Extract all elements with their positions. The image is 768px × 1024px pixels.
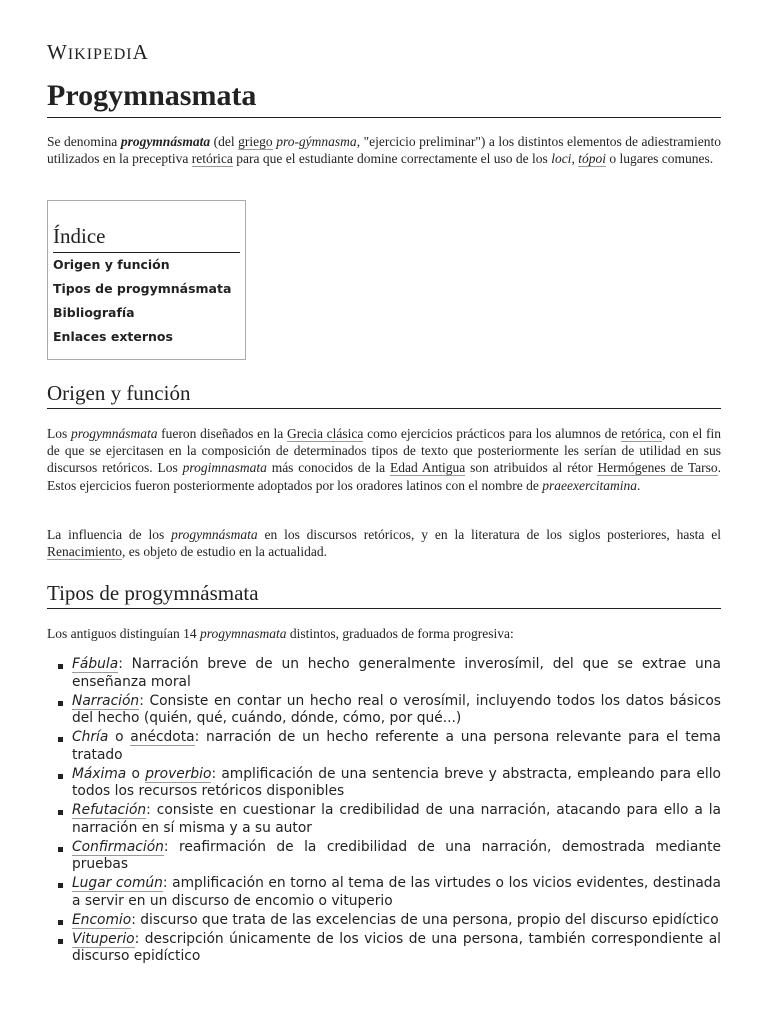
description: : Narración breve de un hecho generalmente inverosímil, del que se extrae una enseñanza moral bbox=[72, 656, 721, 690]
term: Encomio bbox=[72, 911, 132, 928]
text: . Estos ejercicios fueron posteriormente adoptados por los oradores latinos con el nombre de bbox=[47, 460, 721, 493]
toc-title: Índice bbox=[53, 223, 240, 253]
italic-term: praeexercitamina bbox=[542, 477, 637, 493]
text: como ejercicios prácticos para los alumnos de bbox=[363, 426, 622, 441]
term: Lugar común bbox=[72, 875, 163, 891]
term-link[interactable] bbox=[72, 656, 118, 673]
term-link[interactable] bbox=[145, 766, 211, 783]
text: o bbox=[126, 765, 146, 782]
term-link[interactable] bbox=[72, 875, 163, 892]
topoi-term: tópoi bbox=[578, 151, 606, 167]
text: fueron diseñados en la bbox=[157, 426, 287, 441]
greek-term: pro-gýmnasma bbox=[276, 134, 357, 149]
link-renacimiento[interactable]: Renacimiento bbox=[47, 544, 122, 560]
link-hermogenes[interactable]: Hermógenes de Tarso bbox=[597, 460, 718, 476]
term: Fábula bbox=[72, 656, 119, 672]
text: La influencia de los bbox=[47, 527, 172, 542]
term-link[interactable] bbox=[72, 839, 164, 856]
text: . bbox=[636, 477, 641, 493]
intro-term: progymnásmata bbox=[120, 134, 211, 149]
list-item bbox=[47, 839, 721, 874]
text: Los antiguos distinguían 14 bbox=[47, 626, 200, 641]
term: proverbio bbox=[145, 765, 212, 782]
page-title: Progymnasmata bbox=[47, 78, 721, 118]
description: : discurso que trata de las excelencias de una persona, propio del discurso epidíctico bbox=[131, 911, 719, 928]
italic-term: progymnásmata bbox=[171, 527, 258, 542]
text: Se denomina bbox=[47, 134, 121, 149]
tipos-list bbox=[47, 656, 721, 967]
section-heading-tipos: Tipos de progymnásmata bbox=[47, 580, 721, 609]
text: más conocidos de la bbox=[266, 460, 390, 476]
description: : amplificación de una sentencia breve y abstracta, empleando para ello todos los recursos retóricos disponibles bbox=[72, 765, 721, 799]
text: , con el fin de que se ejercitasen en la composición de determinados tipos de texto que posteriormente les serían de utilidad en sus discursos retóricos. Los bbox=[47, 426, 722, 476]
link-retorica[interactable]: retórica bbox=[621, 426, 663, 441]
term: Refutación bbox=[72, 802, 147, 818]
link-edad-antigua[interactable]: Edad Antigua bbox=[389, 460, 466, 476]
toc-item-origen[interactable]: Origen y función bbox=[53, 257, 170, 272]
term: Máxima bbox=[72, 765, 127, 782]
origen-paragraph-1 bbox=[47, 425, 721, 494]
text: , bbox=[571, 151, 579, 167]
term: Narración bbox=[72, 692, 140, 709]
text: Los bbox=[47, 426, 71, 441]
link-topoi[interactable] bbox=[578, 151, 606, 167]
term-link[interactable]: anécdota bbox=[130, 729, 195, 745]
link-grecia-clasica[interactable]: Grecia clásica bbox=[287, 426, 364, 441]
list-item bbox=[47, 912, 721, 930]
term-link[interactable] bbox=[72, 802, 146, 819]
text: , es objeto de estudio en la actualidad. bbox=[121, 544, 328, 560]
text: o lugares comunes. bbox=[605, 151, 714, 167]
term: Confirmación bbox=[72, 838, 164, 855]
tipos-intro bbox=[47, 625, 721, 642]
origen-paragraph-2 bbox=[47, 526, 721, 560]
table-of-contents bbox=[47, 200, 246, 360]
text: distintos, graduados de forma progresiva: bbox=[286, 626, 514, 641]
term: Chría bbox=[72, 729, 109, 745]
italic-term: progimnasmata bbox=[182, 460, 267, 476]
italic-term: progymnasmata bbox=[200, 626, 287, 641]
list-item bbox=[47, 766, 721, 801]
term-link[interactable] bbox=[72, 931, 135, 948]
list-item bbox=[47, 693, 721, 728]
description: : amplificación en torno al tema de las virtudes o los vicios evidentes, destinada a servir en un discurso de encomio o vituperio bbox=[72, 875, 721, 909]
intro-paragraph bbox=[47, 133, 721, 167]
list-item bbox=[47, 875, 721, 910]
term: Vituperio bbox=[72, 930, 135, 947]
toc-item-tipos[interactable]: Tipos de progymnásmata bbox=[53, 281, 232, 296]
list-item bbox=[47, 802, 721, 837]
loci-term: loci bbox=[551, 151, 572, 167]
list-item bbox=[47, 931, 721, 966]
description: : Consiste en contar un hecho real o verosímil, incluyendo todos los datos básicos del hecho (quién, qué, cuándo, dónde, cómo, por qué...) bbox=[72, 692, 721, 726]
text: o bbox=[108, 729, 131, 745]
wikipedia-wordmark[interactable] bbox=[47, 40, 149, 65]
wordmark-text: WIKIPEDIA bbox=[47, 40, 149, 64]
list-item bbox=[47, 729, 721, 764]
description: : reafirmación de la credibilidad de una narración, demostrada mediante pruebas bbox=[72, 838, 721, 872]
text: (del bbox=[210, 134, 239, 149]
text: , "ejercicio preliminar") a los distintos elementos de adiestramiento utilizados en la preceptiva bbox=[47, 134, 721, 167]
description: : narración de un hecho referente a una persona relevante para el tema tratado bbox=[72, 729, 721, 763]
description: : descripción únicamente de los vicios de una persona, también correspondiente al discurso epidíctico bbox=[72, 930, 721, 964]
text: para que el estudiante domine correctamente el uso de los bbox=[232, 151, 552, 167]
link-retorica[interactable]: retórica bbox=[191, 151, 233, 167]
term-link[interactable] bbox=[72, 912, 131, 929]
description: : consiste en cuestionar la credibilidad de una narración, atacando para ello a la narración en sí misma y a su autor bbox=[72, 802, 721, 836]
term-link[interactable] bbox=[72, 693, 139, 710]
toc-item-enlaces[interactable]: Enlaces externos bbox=[53, 329, 173, 344]
italic-term: progymnásmata bbox=[70, 426, 158, 441]
text: son atribuidos al rétor bbox=[465, 460, 598, 476]
list-item bbox=[47, 656, 721, 691]
text: en los discursos retóricos, y en la literatura de los siglos posteriores, hasta el bbox=[257, 527, 721, 542]
toc-item-bibliografia[interactable]: Bibliografía bbox=[53, 305, 135, 320]
link-griego[interactable]: griego bbox=[238, 134, 273, 149]
section-heading-origen: Origen y función bbox=[47, 380, 721, 409]
